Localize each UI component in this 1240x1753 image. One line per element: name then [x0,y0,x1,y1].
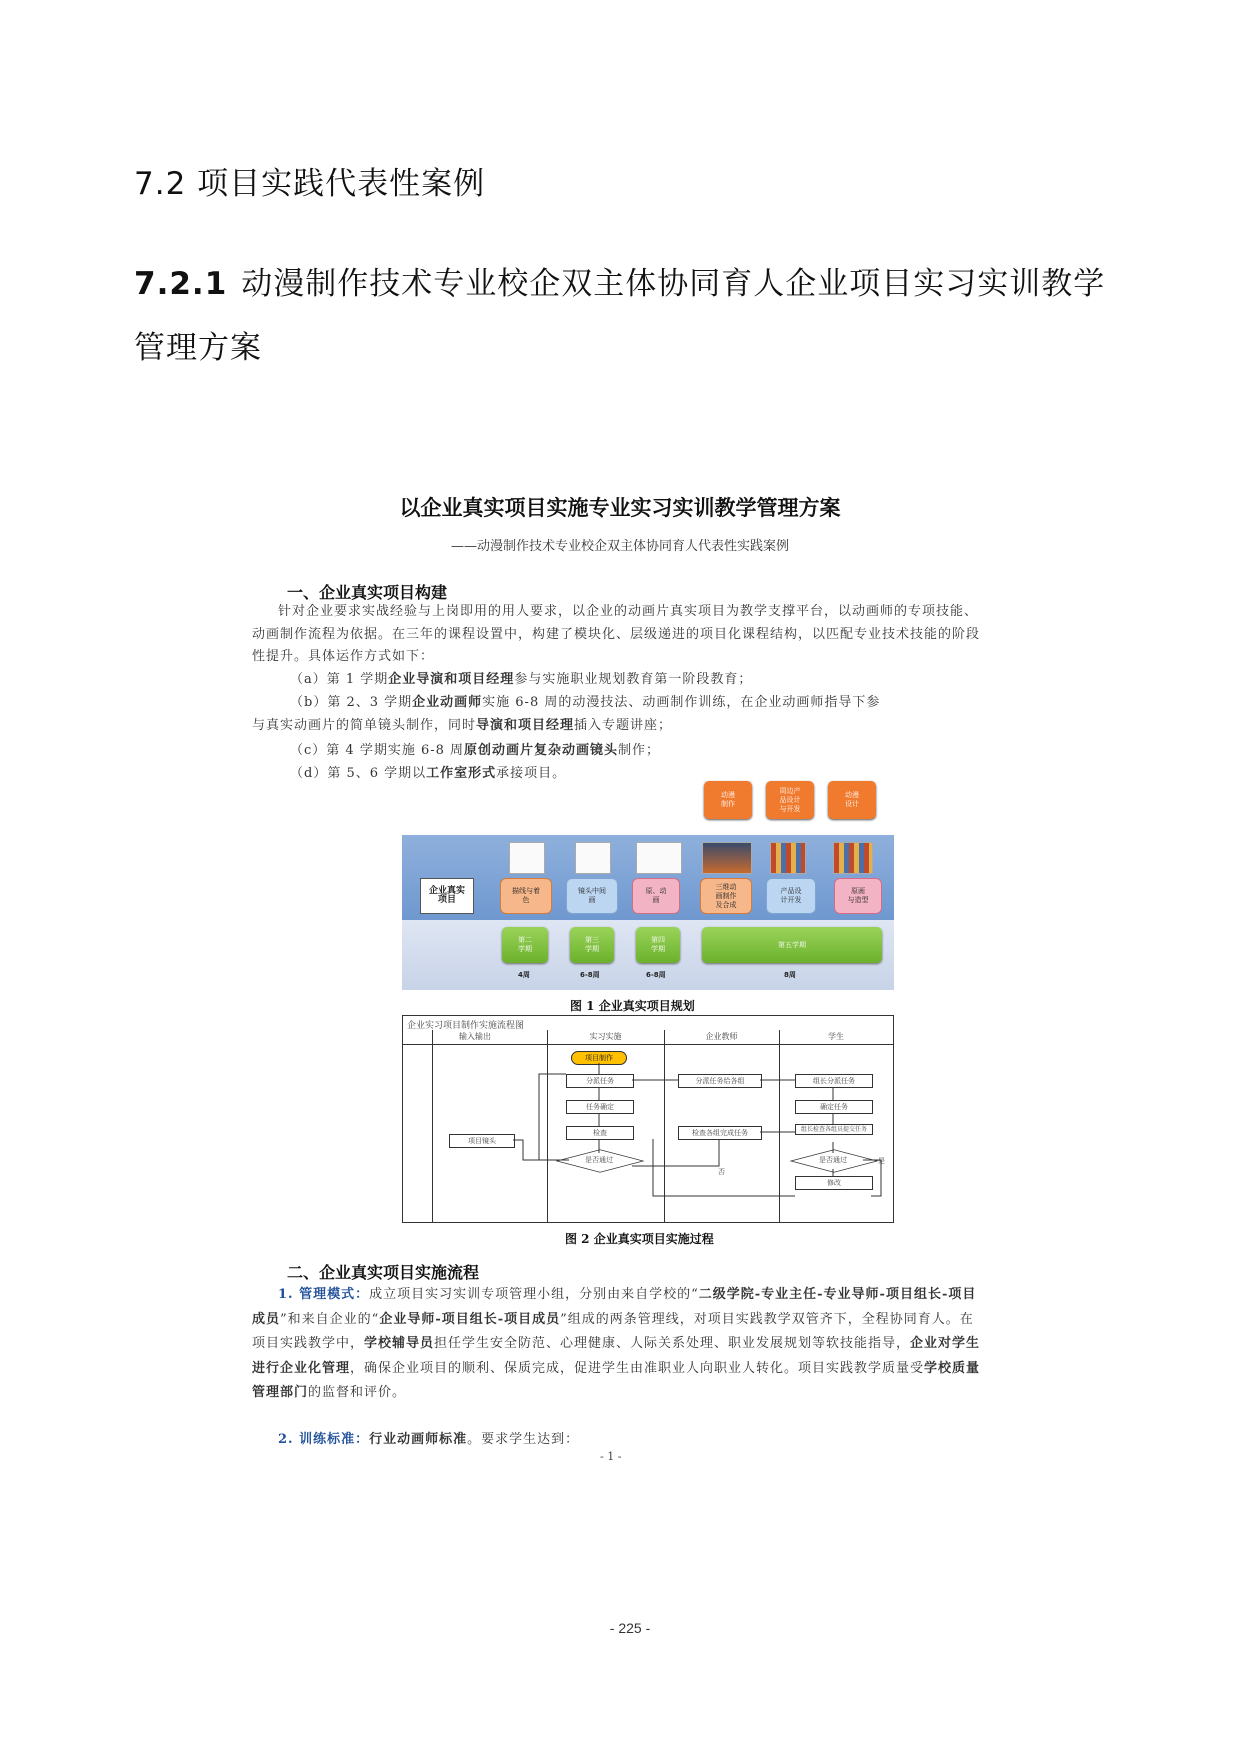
flow-node-output: 项目镜头 [449,1134,515,1148]
stage-box: 原、动 画 [632,878,680,914]
flowchart-connectors [403,1016,893,1222]
doc-subtitle: ——动漫制作技术专业校企双主体协同育人代表性实践案例 [450,539,789,554]
figure-1-project-plan [402,775,894,990]
career-box-animation: 动漫 制作 [704,781,752,819]
figure-2-flowchart [402,1015,894,1223]
subsection-title: 动漫制作技术专业校企双主体协同育人企业项目实习实训教学管理方案 [134,266,1106,366]
list-item-c: （c）第 4 学期实施 6-8 周原创动画片复杂动画镜头制作； [290,743,661,758]
thumbnail-characters [833,842,873,874]
flow-node: 组长分派任务 [795,1074,873,1088]
lane-header: 输入输出 [403,1030,547,1045]
thumbnail-keyframe [636,842,682,874]
stage-box: 原画 与造型 [834,878,882,914]
list-item-a: （a）第 1 学期企业导演和项目经理参与实施职业规划教育第一阶段教育； [290,672,753,687]
flow-label-no: 否 [718,1168,725,1176]
flow-node: 分派任务 [566,1074,634,1088]
stage-box: 三维动 画制作 及合成 [700,878,752,914]
weeks-label: 6-8周 [646,971,666,979]
semester-box: 第二 学期 [502,927,548,963]
flow-decision: 是否通过 [569,1152,629,1168]
doc-section-1: 一、企业真实项目构建 [287,583,448,602]
weeks-label: 4周 [518,971,530,979]
lane-header: 学生 [779,1030,893,1045]
flow-node: 组长检查各组员提交任务 [795,1124,873,1135]
flow-node: 检查各组完成任务 [678,1126,762,1140]
flow-start: 项目制作 [571,1051,627,1065]
flow-node: 修改 [795,1176,873,1190]
flow-label-yes: 是 [878,1157,885,1165]
doc-section-2-paragraph: 1. 管理模式：成立项目实习实训专项管理小组，分别由来自学校的“二级学院-专业主任-专业导师-项目组长-项目成员”和来自企业的“企业导师-项目组长-项目成员”组成的两条管理线，对项目实践教学双管齐下，全程协同育人。在项目实践教学中，学校辅导员担任学生安全防范、心理健康、人际关系处理、职业发展规划等软技能指导，企业对学生进行企业化管理，确保企业项目的顺利、保质完成，促进学生由准职业人向职业人转化。项目实践教学质量受学校质量管理部门的监督和评价。 [252,1287,981,1400]
flow-decision: 是否通过 [803,1152,863,1168]
thumbnail-products [770,842,806,874]
stage-box: 镜头中间 画 [566,878,618,914]
flowchart-title: 企业实习项目制作实施流程图 [407,1021,525,1031]
figure-1-caption: 图 1 企业真实项目规划 [570,999,695,1013]
semester-box: 第五学期 [702,927,882,963]
weeks-label: 6-8周 [580,971,600,979]
subsection-heading [134,252,1134,380]
project-label: 企业真实 项目 [420,878,474,914]
flow-node: 分派任务给各组 [678,1074,762,1088]
list-item-d: （d）第 5、6 学期以工作室形式承接项目。 [290,766,567,781]
figure-2-caption: 图 2 企业真实项目实施过程 [565,1232,714,1246]
thumbnail-inbetween [575,842,611,874]
semester-box: 第三 学期 [570,927,614,963]
doc-title: 以企业真实项目实施专业实习实训教学管理方案 [399,495,841,520]
doc-section-2: 二、企业真实项目实施流程 [287,1263,480,1282]
list-item-b: （b）第 2、3 学期企业动画师实施 6-8 周的动漫技法、动画制作训练，在企业动画师指导下参 [290,695,881,710]
lane-header: 企业教师 [664,1030,779,1045]
page-number: - 225 - [609,1620,651,1636]
semester-box: 第四 学期 [636,927,680,963]
flow-node: 检查 [566,1126,634,1140]
thumbnail-sketch [509,842,545,874]
lane-header: 实习实施 [547,1030,664,1045]
section-heading: 7.2 项目实践代表性案例 [134,166,486,202]
doc-training-standard: 2. 训练标准：行业动画师标准。要求学生达到： [278,1432,580,1447]
flow-node: 确定任务 [795,1100,873,1114]
stage-box: 产品设 计开发 [766,878,816,914]
thumbnail-3d [702,842,752,874]
stage-box: 描线与着 色 [500,878,552,914]
doc-section-1-paragraph: 针对企业要求实战经验与上岗即用的用人要求，以企业的动画片真实项目为教学支撑平台，以动画师的专项技能、动画制作流程为依据。在三年的课程设置中，构建了模块化、层级递进的项目化课程结构，以匹配专业技术技能的阶段性提升。具体运作方式如下： [252,604,981,664]
career-box-products: 周边产 品设计 与开发 [766,781,814,819]
inner-page-number: - 1 - [600,1450,622,1463]
list-item-b-line2: 与真实动画片的简单镜头制作，同时导演和项目经理插入专题讲座； [252,718,673,733]
flow-node: 任务确定 [566,1100,634,1114]
career-box-design: 动漫 设计 [828,781,876,819]
weeks-label: 8周 [784,971,796,979]
subsection-number: 7.2.1 [134,266,228,302]
